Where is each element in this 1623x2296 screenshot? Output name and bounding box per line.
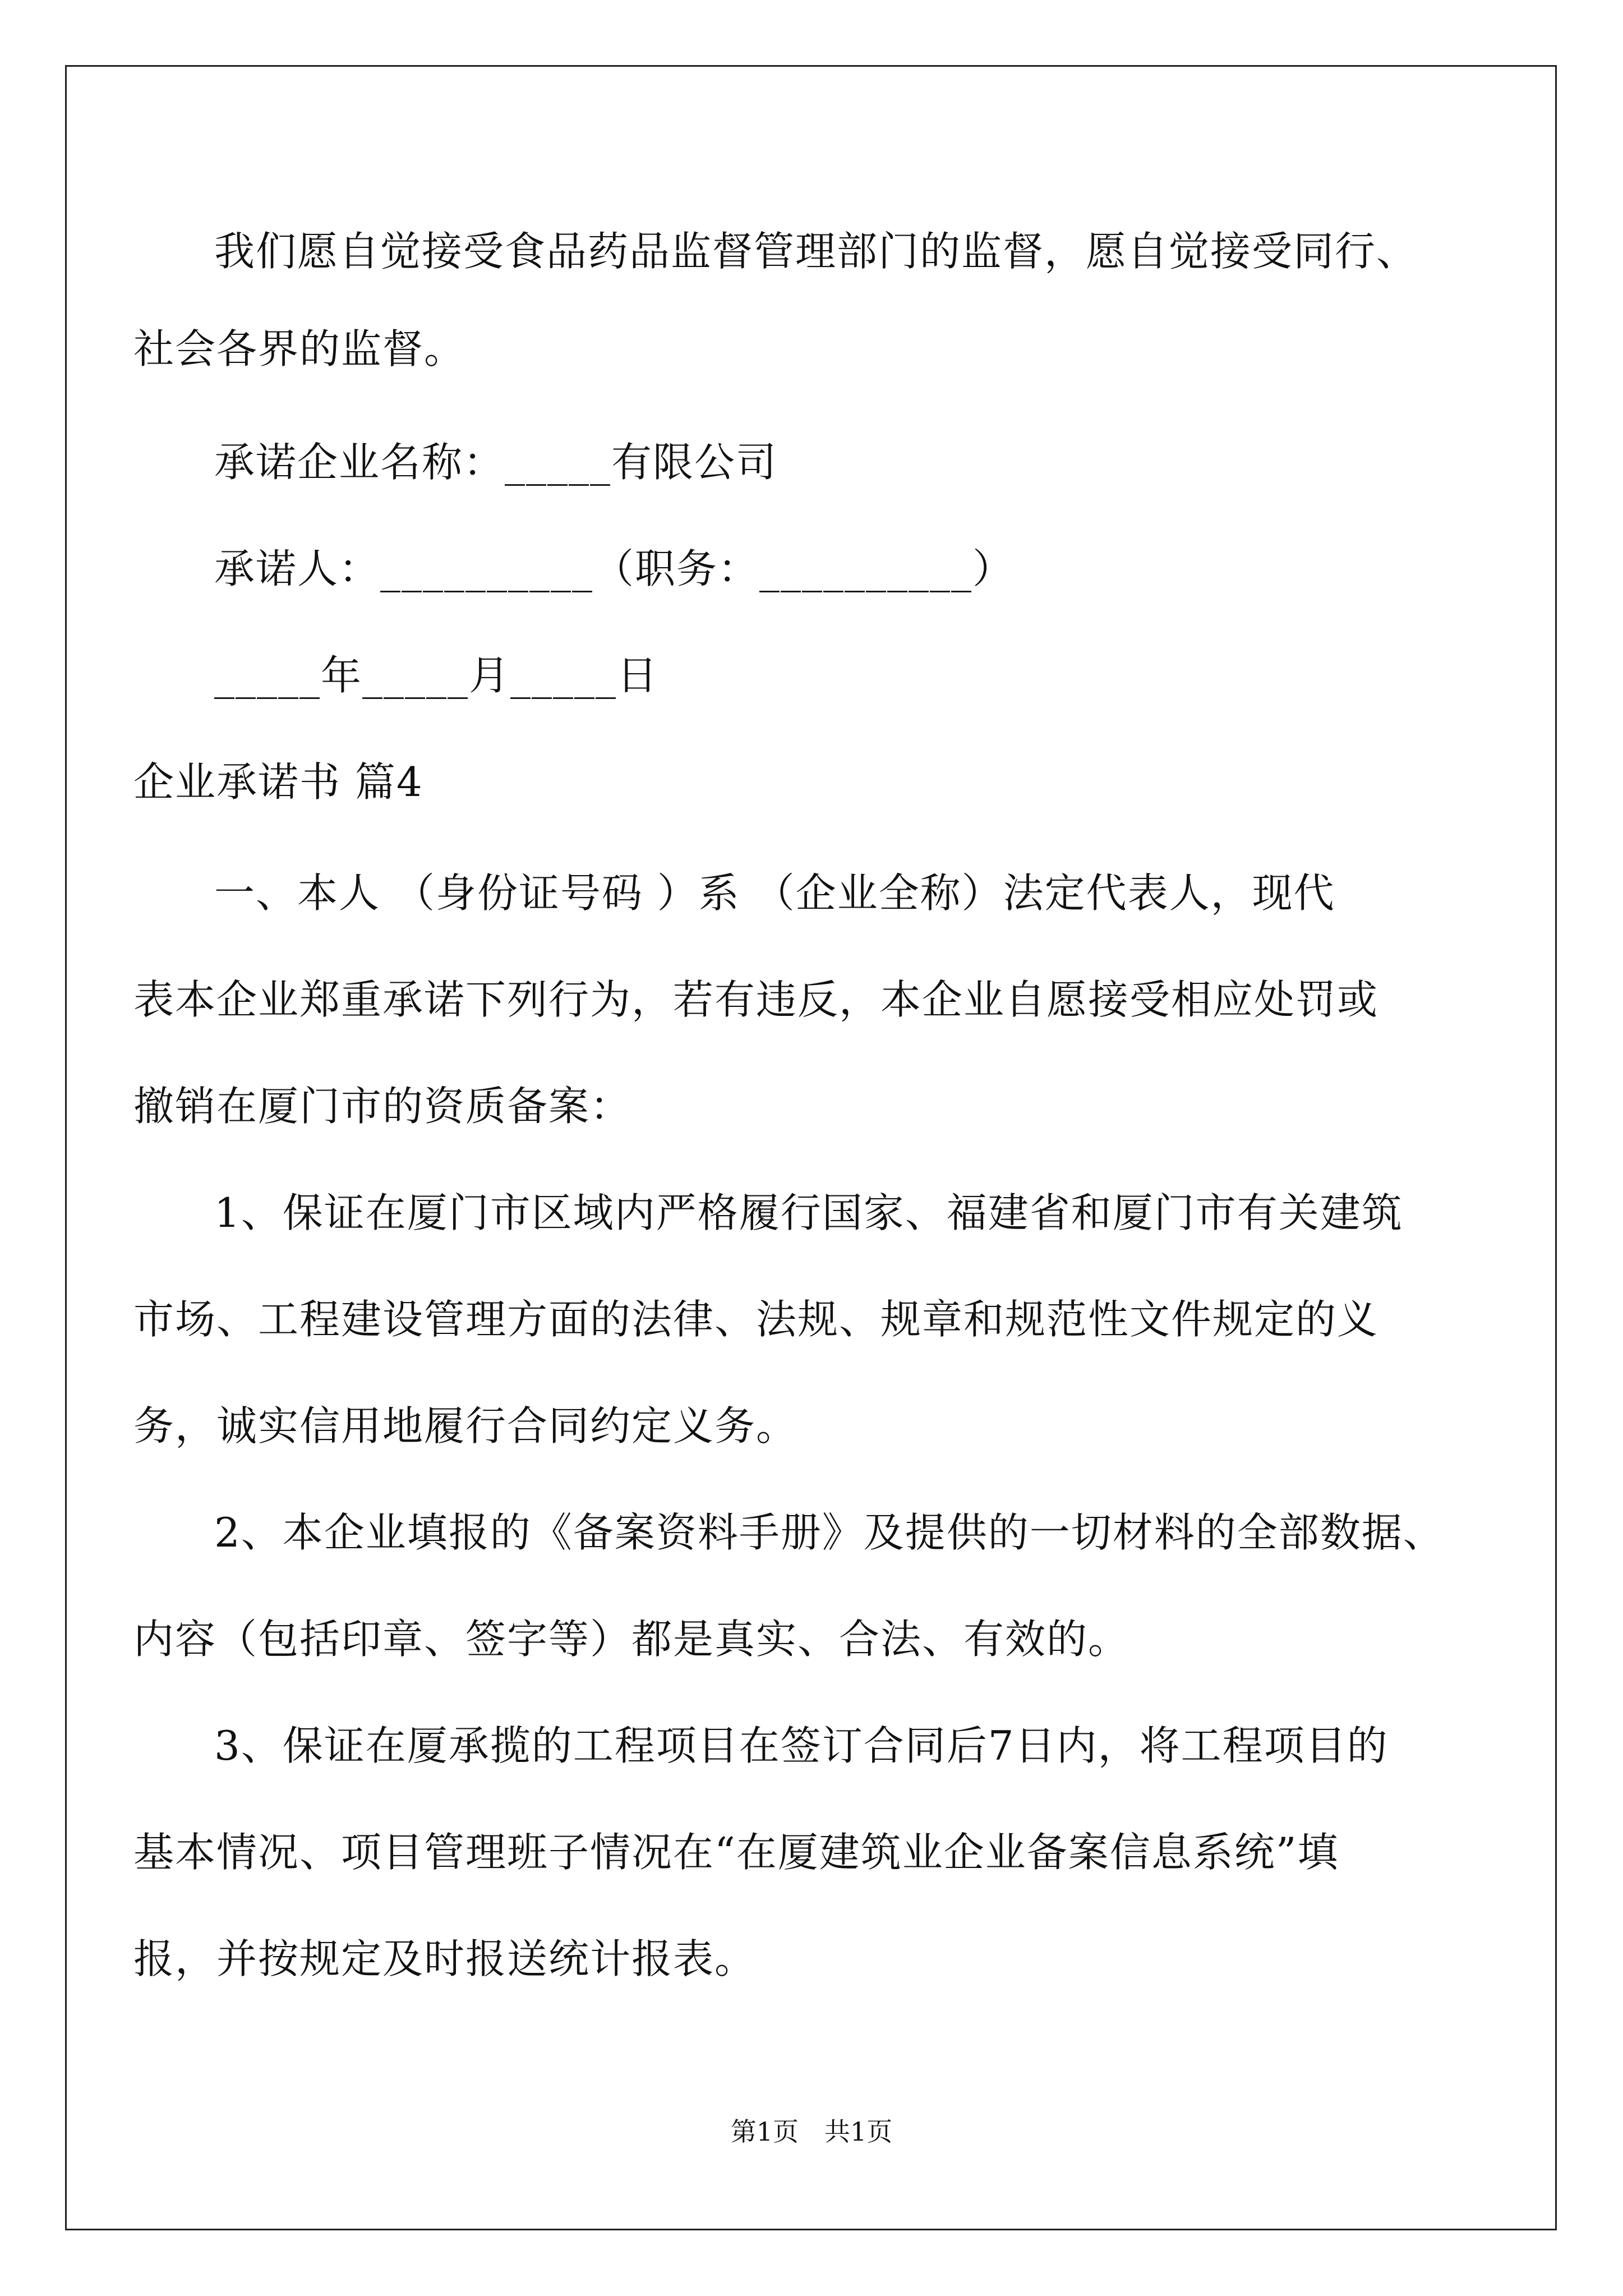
- date-line: _____年_____月_____日: [214, 652, 659, 699]
- paragraph-line: 社会各界的监督。: [133, 325, 466, 372]
- page-border: [65, 65, 1557, 2230]
- paragraph-line: 撤销在厦门市的资质备案：: [133, 1083, 632, 1130]
- paragraph-line: 我们愿自觉接受食品药品监督管理部门的监督，愿自觉接受同行、: [214, 228, 1418, 275]
- paragraph-line: 报，并按规定及时报送统计报表。: [133, 1935, 757, 1982]
- paragraph-line: 基本情况、项目管理班子情况在“在厦建筑业企业备案信息系统”填: [133, 1829, 1339, 1876]
- paragraph-line: 1、保证在厦门市区域内严格履行国家、福建省和厦门市有关建筑: [214, 1189, 1403, 1236]
- paragraph-line: 务，诚实信用地履行合同约定义务。: [133, 1402, 798, 1450]
- paragraph-line: 内容（包括印章、签字等）都是真实、合法、有效的。: [133, 1616, 1130, 1663]
- promisor-line: 承诺人：__________（职务：__________）: [214, 545, 1015, 592]
- section-heading: 企业承诺书 篇4: [133, 758, 423, 806]
- paragraph-line: 一、本人 （身份证号码 ）系 （企业全称）法定代表人，现代: [214, 869, 1335, 917]
- page-footer: 第1页 共1页: [730, 2116, 893, 2147]
- paragraph-line: 市场、工程建设管理方面的法律、法规、规章和规范性文件规定的义: [133, 1296, 1379, 1343]
- paragraph-line: 2、本企业填报的《备案资料手册》及提供的一切材料的全部数据、: [214, 1509, 1445, 1556]
- company-name-line: 承诺企业名称：_____有限公司: [214, 439, 778, 486]
- paragraph-line: 表本企业郑重承诺下列行为，若有违反，本企业自愿接受相应处罚或: [133, 976, 1379, 1023]
- paragraph-line: 3、保证在厦承揽的工程项目在签订合同后7日内，将工程项目的: [214, 1722, 1389, 1769]
